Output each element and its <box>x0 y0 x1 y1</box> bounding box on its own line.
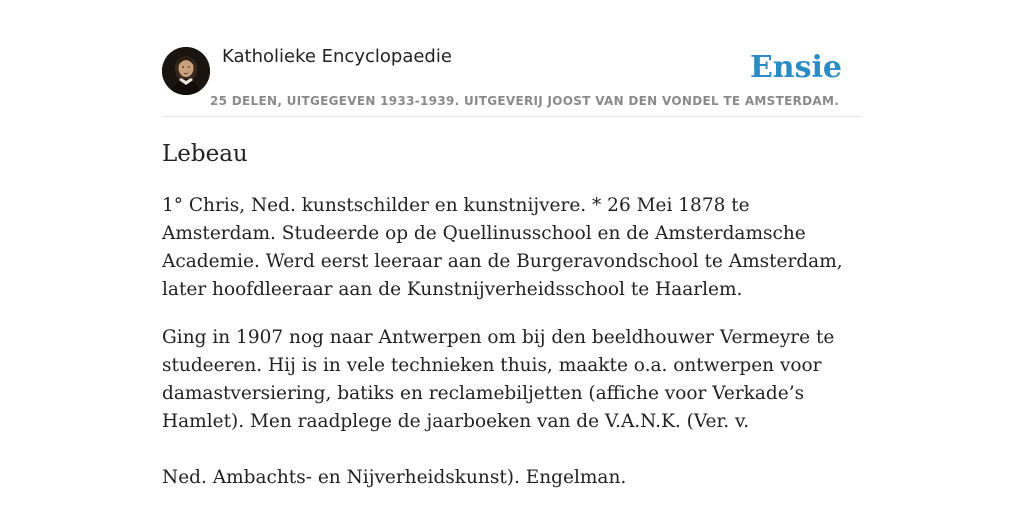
site-header <box>162 44 862 117</box>
article-paragraph-3: Ned. Ambachts- en Nijverheidskunst). Engelman. <box>162 467 627 488</box>
publication-title[interactable]: Katholieke Encyclopaedie <box>222 46 452 67</box>
article-paragraph-1: 1° Chris, Ned. kunstschilder en kunstnijvere. * 26 Mei 1878 te Amsterdam. Studeerde op de Quellinusschool en de Amsterdamsche Academie. Werd eerst leeraar aan de Burgeravondschool te Amsterdam, later hoofdleeraar aan de Kunstnijverheidsschool te Haarlem. <box>162 195 843 300</box>
article <box>162 138 862 512</box>
brand-logo-link[interactable]: Ensie <box>749 50 842 85</box>
publication-meta: 25 DELEN, UITGEGEVEN 1933-1939. UITGEVERIJ JOOST VAN DEN VONDEL TE AMSTERDAM. <box>210 94 840 108</box>
article-paragraph-2: Ging in 1907 nog naar Antwerpen om bij den beeldhouwer Vermeyre te studeeren. Hij is in vele technieken thuis, maakte o.a. ontwerpen voor damastversiering, batiks en reclamebiljetten (affiche voor Verkade’s Hamlet). Men raadplege de jaarboeken van de V.A.N.K. (Ver. v. <box>162 327 835 432</box>
entry-title: Lebeau <box>162 141 248 167</box>
portrait-avatar-icon[interactable] <box>162 47 210 95</box>
